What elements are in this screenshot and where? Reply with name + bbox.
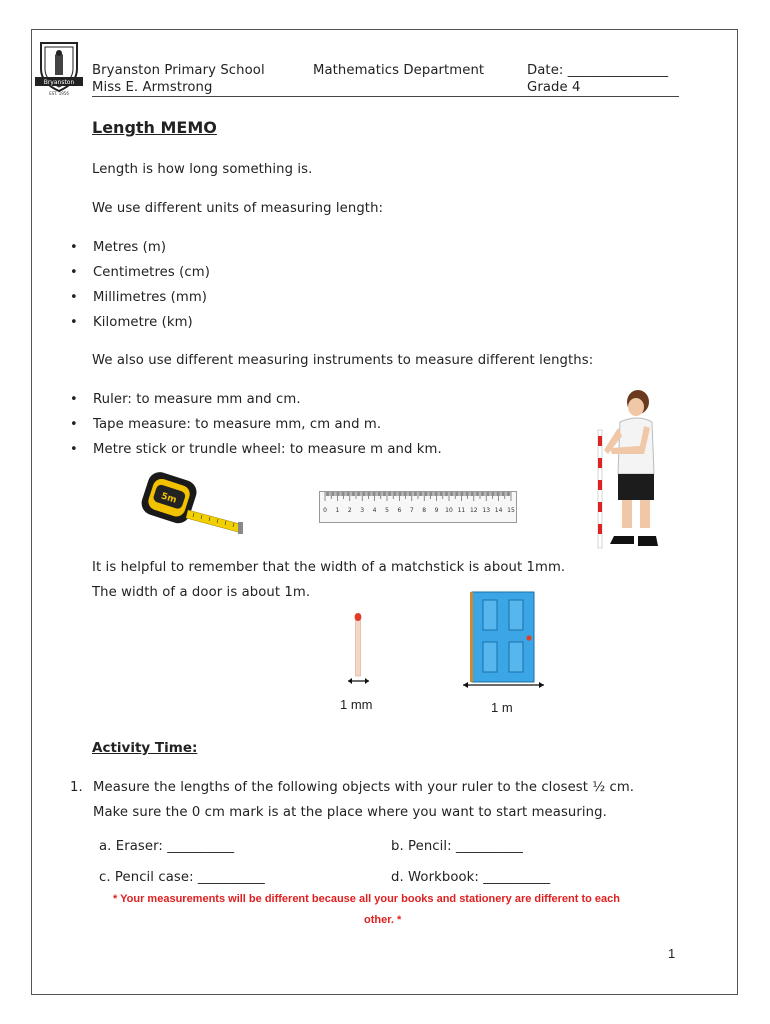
ruler-number: 14: [494, 507, 503, 514]
intro-text: Length is how long something is.: [92, 162, 313, 177]
teacher-name: Miss E. Armstrong: [92, 80, 213, 95]
ruler-number: 7: [409, 507, 414, 514]
ruler-number: 5: [385, 507, 389, 514]
crest-est: EST. 1956: [49, 91, 69, 96]
bullet-icon: •: [70, 315, 78, 330]
matchstick-image: [344, 612, 374, 688]
bullet-icon: •: [70, 417, 78, 432]
note-line-2: other. *: [364, 914, 402, 926]
page-number: 1: [668, 946, 676, 961]
instruments-intro: We also use different measuring instruments to measure different lengths:: [92, 353, 594, 368]
door-image: [460, 590, 548, 690]
ruler-number: 8: [422, 507, 427, 514]
bullet-icon: •: [70, 290, 78, 305]
instrument-item: Ruler: to measure mm and cm.: [93, 392, 301, 407]
bullet-icon: •: [70, 392, 78, 407]
pencil-case-answer: c. Pencil case: __________: [99, 870, 265, 885]
question-line-1: Measure the lengths of the following objects with your ruler to the closest ½ cm.: [93, 780, 635, 795]
bullet-icon: •: [70, 442, 78, 457]
ruler-number: 3: [360, 507, 365, 514]
instrument-item: Metre stick or trundle wheel: to measure m and km.: [93, 442, 442, 457]
activity-title: Activity Time:: [92, 740, 198, 756]
page-title: Length MEMO: [92, 118, 217, 137]
ruler-number: 2: [347, 507, 352, 514]
door-label: 1 m: [491, 700, 513, 715]
matchstick-label: 1 mm: [340, 697, 373, 712]
ruler-number: 15: [507, 507, 515, 514]
tape-measure-image: [140, 470, 246, 540]
grade-label: Grade 4: [527, 80, 581, 95]
unit-item: Kilometre (km): [93, 315, 193, 330]
date-field: Date: _______________: [527, 63, 669, 78]
crest-name: Bryanston: [43, 79, 75, 86]
note-line-1: * Your measurements will be different because all your books and stationery are different to each: [113, 893, 620, 905]
ruler-number: 12: [469, 507, 478, 514]
ruler-number: 13: [482, 507, 491, 514]
question-line-2: Make sure the 0 cm mark is at the place where you want to start measuring.: [93, 805, 607, 820]
school-crest-logo: [33, 39, 85, 99]
school-name: Bryanston Primary School: [92, 63, 265, 78]
ruler-number: 0: [323, 507, 327, 514]
bullet-icon: •: [70, 265, 78, 280]
door-text: The width of a door is about 1m.: [92, 585, 311, 600]
unit-item: Metres (m): [93, 240, 167, 255]
instrument-item: Tape measure: to measure mm, cm and m.: [93, 417, 382, 432]
department-name: Mathematics Department: [313, 63, 485, 78]
units-intro: We use different units of measuring length:: [92, 201, 384, 216]
ruler-image: [319, 491, 517, 523]
question-number: 1.: [70, 780, 83, 795]
unit-item: Centimetres (cm): [93, 265, 210, 280]
ruler-number: 4: [372, 507, 377, 514]
matchstick-text: It is helpful to remember that the width of a matchstick is about 1mm.: [92, 560, 566, 575]
boy-metre-stick-image: [588, 388, 660, 554]
ruler-number: 6: [397, 507, 402, 514]
unit-item: Millimetres (mm): [93, 290, 208, 305]
ruler-number: 11: [457, 507, 466, 514]
ruler-number: 10: [445, 507, 453, 514]
pencil-answer: b. Pencil: __________: [391, 839, 523, 854]
ruler-number: 1: [335, 507, 340, 514]
header-divider: [92, 96, 679, 97]
bullet-icon: •: [70, 240, 78, 255]
ruler-number: 9: [434, 507, 439, 514]
workbook-answer: d. Workbook: __________: [391, 870, 551, 885]
eraser-answer: a. Eraser: __________: [99, 839, 235, 854]
tape-brand-label: 5m: [159, 491, 178, 506]
